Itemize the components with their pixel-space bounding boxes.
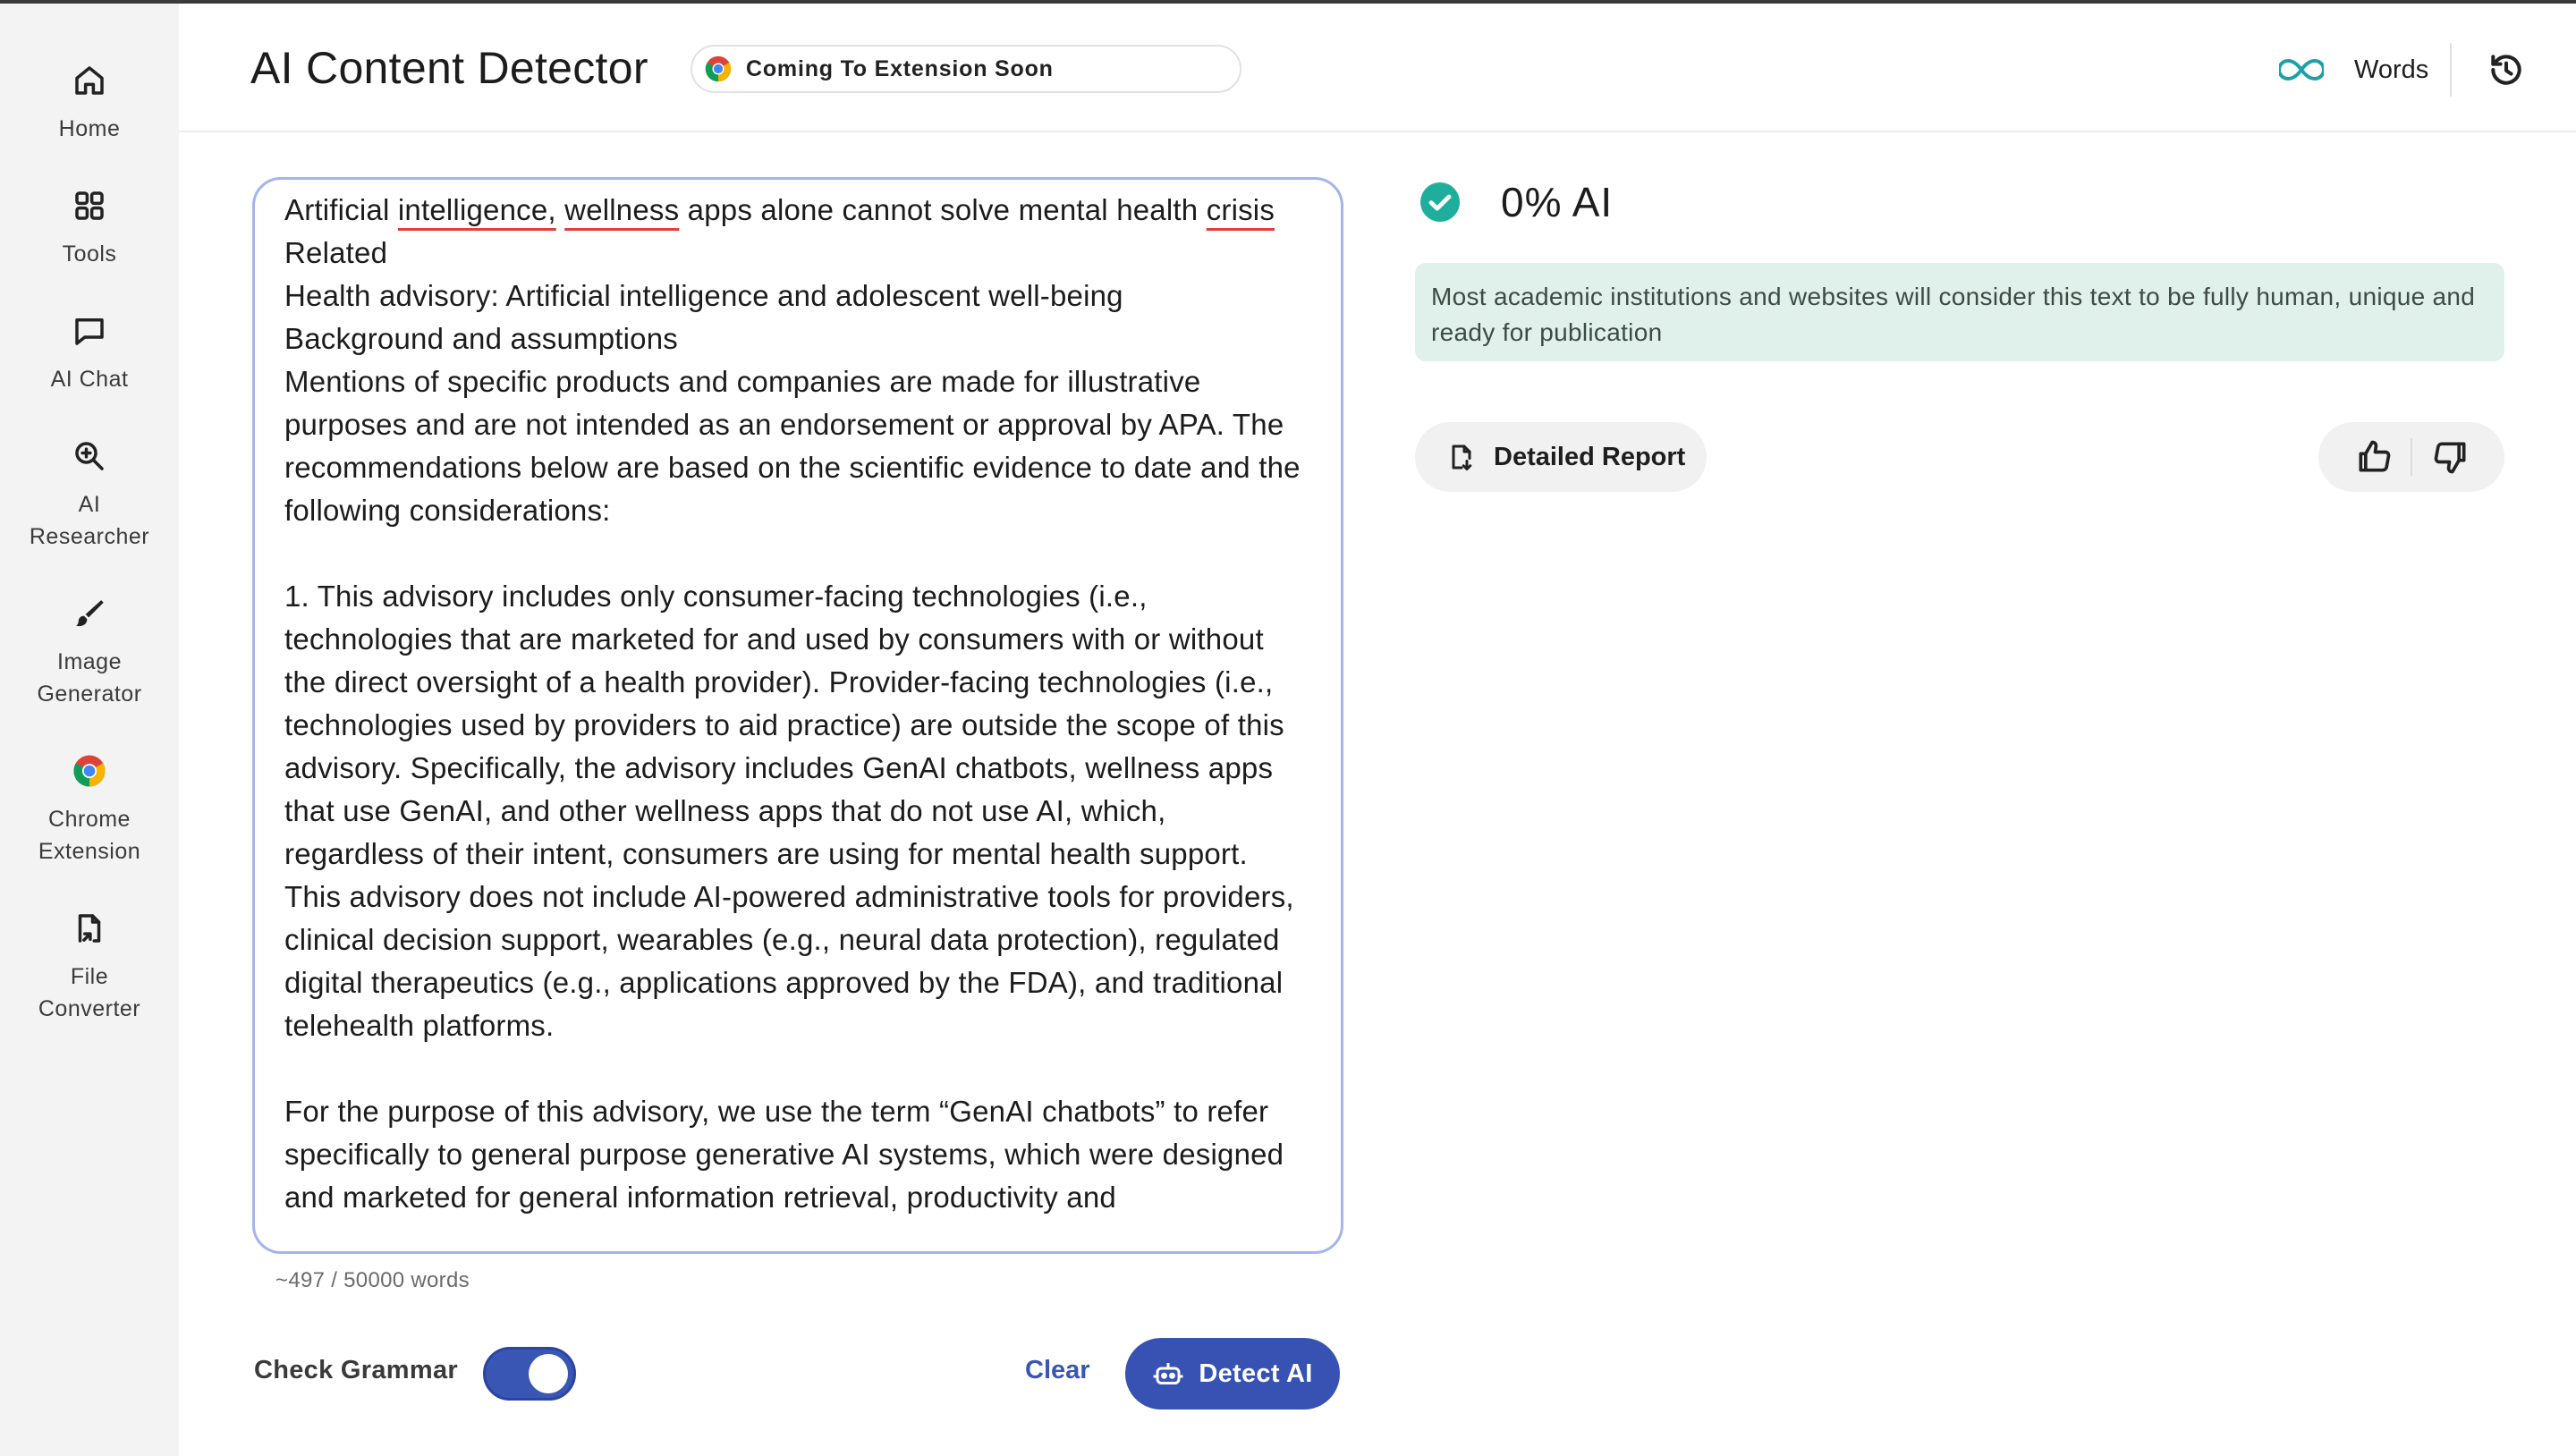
thumbs-down-icon <box>2431 437 2470 477</box>
header <box>179 4 2576 132</box>
badge-text: Coming To Extension Soon <box>746 55 1054 81</box>
chat-icon <box>70 311 109 351</box>
history-button[interactable] <box>2485 48 2528 91</box>
sidebar-item-label: Tools <box>62 241 117 267</box>
sidebar-item-label: Image Generator <box>37 649 142 707</box>
sidebar-item-ai-researcher[interactable] <box>0 436 179 553</box>
sidebar-item-chrome-extension[interactable] <box>0 751 179 868</box>
detect-ai-label: Detect AI <box>1199 1359 1313 1388</box>
grid-icon <box>70 186 109 225</box>
sidebar-item-label: AI Researcher <box>29 492 150 549</box>
thumbs-up-icon <box>2354 437 2394 477</box>
result-note: Most academic institutions and websites will consider this text to be fully human, unique and ready for publication <box>1415 263 2504 361</box>
home-icon <box>70 61 109 100</box>
feedback-divider <box>2411 438 2412 476</box>
words-counter[interactable] <box>2279 43 2428 97</box>
brush-icon <box>70 594 109 633</box>
sidebar-item-home[interactable] <box>0 61 179 145</box>
thumbs-up-button[interactable] <box>2354 437 2394 477</box>
check-circle-icon <box>1419 181 1462 224</box>
editor-text[interactable] <box>284 189 1307 1219</box>
word-count: ~497 / 50000 words <box>275 1268 470 1292</box>
words-label: Words <box>2354 55 2429 84</box>
page-title: AI Content Detector <box>250 43 648 93</box>
clear-button[interactable]: Clear <box>1025 1356 1090 1384</box>
search-zoom-icon <box>70 436 109 476</box>
text-body: Related Health advisory: Artificial intelligence and adolescent well-being Background and assumptions Mentions of specific products and companies are made for illustrative purposes and are not intended as an endorsement or approval by APA. The recommendations below are based on the scientific evidence to date and the following considerations: 1. This advisory includes only consumer-facing technologies (i.e., technologies that are marketed for and used by consumers with or without the direct oversight of a health provider). Provider-facing technologies (i.e., technologies used by providers to aid practice) are outside the scope of this advisory. Specifically, the advisory includes GenAI chatbots, wellness apps that use GenAI, and other wellness apps that do not use AI, which, regardless of their intent, consumers are using for mental health support. This advisory does not include AI-powered administrative tools for providers, clinical decision support, wearables (e.g., neural data protection), regulated digital therapeutics (e.g., applications approved by the FDA), and traditional telehealth platforms. For the purpose of this advisory, we use the term “GenAI chatbots” to refer specifically to general purpose generative AI systems, which were designed and marketed for general information retrieval, productivity and <box>284 236 1301 1214</box>
robot-icon <box>1152 1358 1184 1390</box>
sidebar-item-label: Home <box>58 116 121 141</box>
sidebar-item-label: File Converter <box>38 964 141 1021</box>
check-grammar-label: Check Grammar <box>254 1356 458 1384</box>
infinity-icon <box>2279 56 2324 83</box>
file-convert-icon <box>70 909 109 948</box>
extension-badge[interactable] <box>691 45 1241 93</box>
sidebar <box>0 4 179 1456</box>
sidebar-item-tools[interactable] <box>0 186 179 270</box>
text-input-area[interactable] <box>252 177 1343 1254</box>
chrome-icon <box>70 751 109 791</box>
detailed-report-button[interactable] <box>1415 422 1707 492</box>
chrome-icon <box>703 54 733 84</box>
feedback-group <box>2318 422 2504 492</box>
sidebar-item-image-generator[interactable] <box>0 594 179 710</box>
spellcheck-word[interactable]: crisis <box>1206 193 1275 226</box>
header-divider <box>2450 43 2452 97</box>
spellcheck-word[interactable]: wellness <box>564 193 680 226</box>
ai-score: 0% AI <box>1501 179 1614 225</box>
sidebar-item-label: Chrome Extension <box>38 807 141 864</box>
sidebar-item-file-converter[interactable] <box>0 909 179 1025</box>
sidebar-item-label: AI Chat <box>50 367 129 392</box>
sidebar-item-ai-chat[interactable] <box>0 311 179 395</box>
history-icon <box>2487 50 2526 89</box>
detailed-report-label: Detailed Report <box>1494 442 1686 471</box>
spellcheck-word[interactable]: intelligence, <box>397 193 556 226</box>
text-segment: Artificial <box>284 193 398 226</box>
toggle-knob <box>529 1354 568 1393</box>
detect-ai-button[interactable] <box>1125 1338 1340 1409</box>
report-download-icon <box>1445 441 1478 473</box>
thumbs-down-button[interactable] <box>2431 437 2470 477</box>
text-segment <box>556 193 564 226</box>
check-grammar-toggle[interactable] <box>483 1347 576 1401</box>
text-segment: apps alone cannot solve mental health <box>679 193 1207 226</box>
